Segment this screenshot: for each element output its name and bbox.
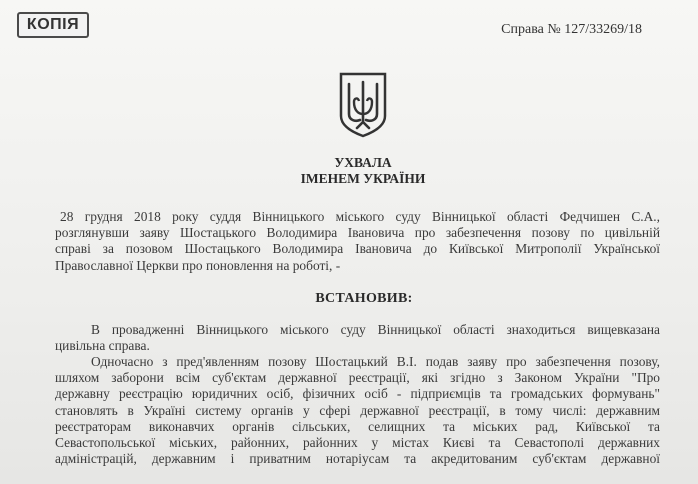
intro-line: Православної Церкви про поновлення на роботі, - — [55, 257, 341, 273]
copy-stamp: КОПІЯ — [17, 12, 89, 38]
intro-line: справі за позовом Шостацького Володимира Івановича до Київської Митрополії Української — [55, 241, 660, 257]
body-line: становлять в Україні систему органів у сфері державної реєстрації, в тому числі: державним — [55, 402, 660, 418]
body-line: шляхом заборони всім суб'єктам державної реєстрації, які згідно з Законом України "Про — [55, 370, 660, 386]
intro-line: розглянувши заяву Шостацького Володимира Івановича про забезпечення позову по цивільній — [55, 225, 660, 241]
body-line: В провадженні Вінницького міського суду Вінницької області знаходиться вищевказана — [91, 322, 660, 337]
intro-paragraph — [55, 209, 660, 274]
body-line: Севастопольської міських, районних, районних у містах Києві та Севастополі державних — [55, 435, 660, 451]
body-paragraph-1 — [55, 322, 660, 354]
body-paragraph-2 — [55, 354, 660, 467]
body-line: державну реєстрацію юридичних осіб, фізичних осіб - підприємців та громадських формувань" — [55, 386, 660, 402]
body-line: цивільна справа. — [55, 338, 150, 354]
case-number: Справа № 127/33269/18 — [501, 22, 642, 37]
trident-coat-of-arms-icon — [338, 72, 388, 138]
section-heading: ВСТАНОВИВ: — [315, 291, 413, 306]
body-line: Одночасно з пред'явленням позову Шостацький В.І. подав заяву про забезпечення позову, — [91, 354, 660, 369]
ruling-subtitle: ІМЕНЕМ УКРАЇНИ — [300, 171, 426, 186]
intro-line: 28 грудня 2018 року суддя Вінницького міського суду Вінницької області Федчишен С.А., — [60, 209, 660, 224]
ruling-title: УХВАЛА — [334, 155, 392, 170]
body-line: адміністрацій, державним і приватним нотаріусам та акредитованим суб'єктам державної — [55, 451, 660, 467]
body-line: реєстраторам виконавчих органів сільських, селищних та міських рад, Київської та — [55, 418, 660, 434]
